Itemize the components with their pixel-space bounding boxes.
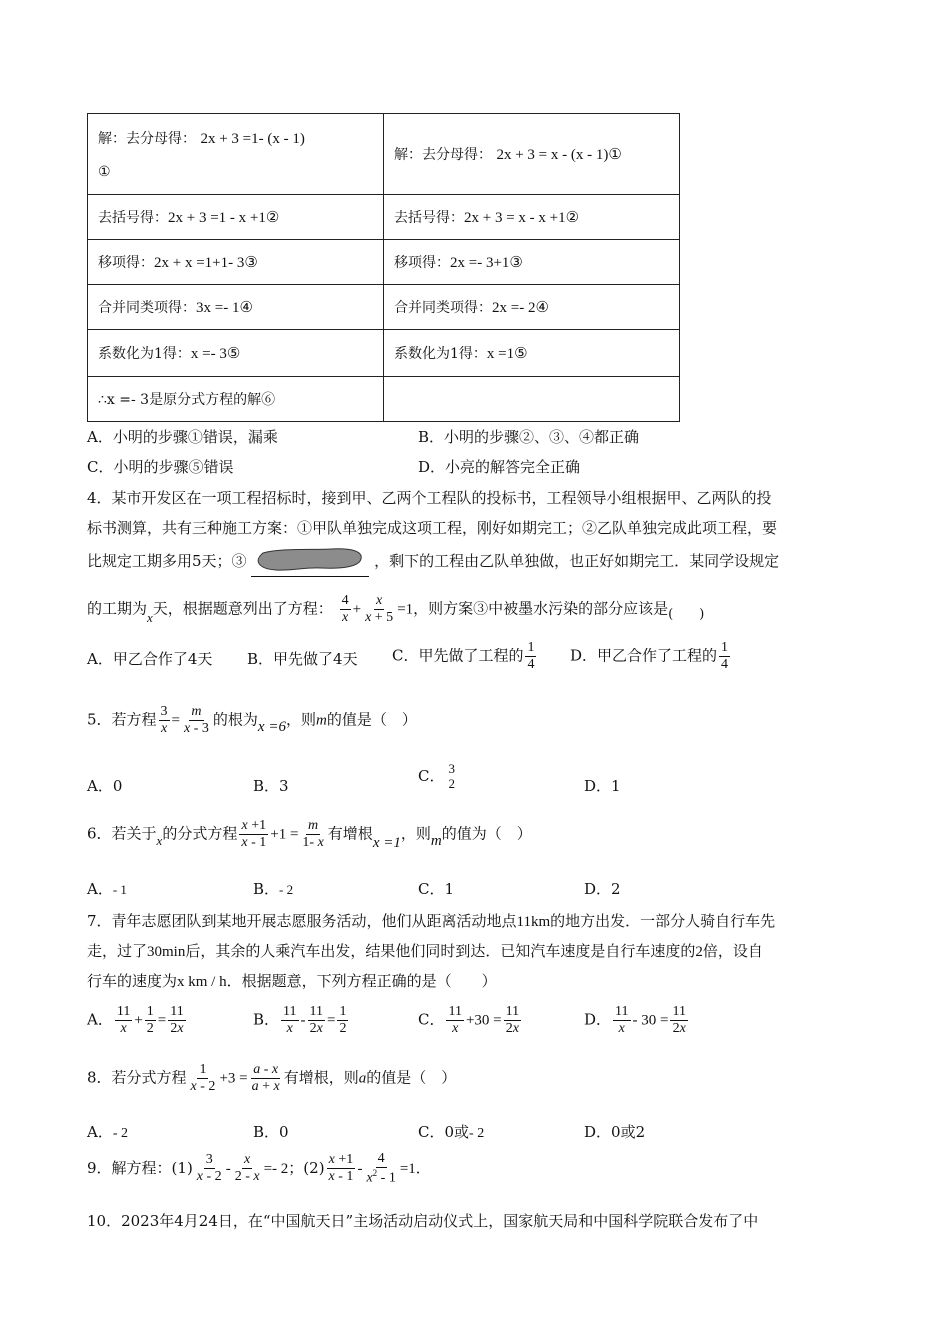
q5-text: 5．若方程 <box>87 710 157 729</box>
option-text: A． <box>87 880 113 898</box>
var-m: m <box>430 832 442 849</box>
option-text: A． <box>87 1010 113 1029</box>
step-math: 2x + 3 = x - (x - 1)① <box>496 147 622 163</box>
fraction-3-over-x: $\frac{3}{x}$ <box>160 704 168 737</box>
q7-line-1 <box>87 910 775 931</box>
fraction-1-over-2: $\frac{1}{2}$ <box>339 1004 347 1037</box>
step-label: 系数化为1得： <box>394 346 487 362</box>
q9-text: 9．解方程：(1) <box>87 1158 193 1177</box>
q6-stem: 6．若关于x的分式方程 $\frac{x +1}{x - 1}$ +1 = $\frac{m}{1- x}$ 有增根x =1，则m的值为（ ） <box>87 818 532 851</box>
option-text: C．0或 <box>418 1123 470 1141</box>
q7-text: ．根据题意，下列方程正确的是（ ） <box>226 972 497 990</box>
fraction-11-over-x: $\frac{11}{x}$ <box>448 1004 462 1037</box>
q5-stem: 5．若方程 $\frac{3}{x}$ = $\frac{m}{x - 3}$ 的根为x =6，则m的值是（ ） <box>87 704 417 737</box>
var-m: m <box>315 712 327 729</box>
q7-option-d[interactable]: D． $\frac{11}{x}$ - 30 = $\frac{11}{2x}$ <box>584 1004 686 1037</box>
option-text: B． <box>253 880 280 898</box>
root-equation: x =1 <box>372 834 401 851</box>
table-row <box>88 285 680 330</box>
fraction-11-over-2x: $\frac{11}{2x}$ <box>309 1004 323 1037</box>
step-math: 2x =- 2④ <box>492 300 549 316</box>
root-equation: x =6 <box>257 718 286 735</box>
option-text: B． <box>253 1010 280 1029</box>
table-row <box>88 195 680 240</box>
q7-option-b[interactable]: B． $\frac{11}{x}$ - $\frac{11}{2x}$ = $\frac{1}{2}$ <box>253 1004 347 1037</box>
option-text: C． <box>418 766 445 785</box>
fraction-11-over-x: $\frac{11}{x}$ <box>615 1004 629 1037</box>
table-cell <box>88 114 384 195</box>
table-cell <box>88 195 384 240</box>
table-cell <box>384 285 680 330</box>
var-x: x <box>147 609 153 625</box>
option-text: C．甲先做了工程的 <box>392 646 524 665</box>
q7-text: 走，过了 <box>87 942 148 960</box>
q7-text: 倍，设自 <box>702 942 763 960</box>
var-x: x <box>156 832 163 848</box>
q3-option-d[interactable]: D．小亮的解答完全正确 <box>418 458 581 476</box>
q6-text: 的分式方程 <box>162 824 238 843</box>
step-label: 系数化为1得： <box>98 346 191 362</box>
q9-text: ；(2) <box>288 1158 325 1177</box>
q4-option-d[interactable] <box>570 640 732 673</box>
q7-option-c[interactable]: C． $\frac{11}{x}$ +30 = $\frac{11}{2x}$ <box>418 1004 520 1037</box>
q8-option-b[interactable]: B．0 <box>253 1123 289 1141</box>
solution-comparison-table <box>87 113 680 422</box>
q5-text: ，则 <box>285 710 316 729</box>
fraction-11-over-x: $\frac{11}{x}$ <box>116 1004 131 1037</box>
step-label: 合并同类项得： <box>98 300 196 316</box>
table-cell <box>88 240 384 285</box>
q7-text: 行车的速度为 <box>87 972 178 990</box>
step-math: 3x =- 1④ <box>196 300 253 316</box>
table-cell <box>88 285 384 330</box>
fraction-1-over-2: $\frac{1}{2}$ <box>146 1004 154 1037</box>
q5-option-d[interactable]: D．1 <box>584 777 621 795</box>
q6-text: 的值为（ ） <box>441 824 532 843</box>
q4-line-3-start: 比规定工期多用5天；③ <box>87 552 247 570</box>
q8-text: 8．若分式方程 <box>87 1068 187 1087</box>
fraction-3-over-2: 3 2 <box>448 761 455 791</box>
step-math: 2x + 3 =1- (x - 1) <box>200 131 305 147</box>
fraction-x-plus-1-over-x-minus-1: $\frac{x +1}{x - 1}$ <box>241 818 267 851</box>
q3-option-b[interactable]: B．小明的步骤②、③、④都正确 <box>418 428 640 446</box>
fraction-a-minus-x-over-a-plus-x: $\frac{a - x}{a + x}$ <box>251 1062 280 1095</box>
step-math: 2x + 3 = x - x +1② <box>464 210 580 226</box>
q4-text: ，则方案③中被墨水污染的部分应该是 <box>413 599 669 618</box>
fraction-x-plus-1-over-x-minus-1: $\frac{x +1}{x - 1}$ <box>328 1152 354 1185</box>
ink-blot-icon <box>251 547 369 577</box>
table-row <box>88 377 680 422</box>
q4-option-a[interactable]: A．甲乙合作了4天 <box>87 650 213 668</box>
q8-option-d[interactable]: D．0或2 <box>584 1123 646 1141</box>
q8-stem: 8．若分式方程 $\frac{1}{x - 2}$ +3 = $\frac{a - x}{a + x}$ 有增根，则a的值是（ ） <box>87 1062 457 1095</box>
q5-text: 的值是（ ） <box>326 710 417 729</box>
table-cell <box>88 377 384 422</box>
option-value: - 2 <box>279 882 294 897</box>
option-text: D． <box>584 1010 612 1029</box>
fraction-11-over-2x: $\frac{11}{2x}$ <box>672 1004 686 1037</box>
fraction-m-over-x-minus-3: $\frac{m}{x - 3}$ <box>184 704 209 737</box>
q3-option-a[interactable]: A．小明的步骤①错误，漏乘 <box>87 428 278 446</box>
fraction-4-over-x2-minus-1: $\frac{4}{x^2 - 1}$ <box>366 1151 396 1186</box>
q5-option-b[interactable]: B．3 <box>253 777 289 795</box>
option-value: - 1 <box>112 882 127 897</box>
time-value: 30min <box>147 944 186 960</box>
var-a: a <box>358 1070 367 1087</box>
multiplier-value: 2 <box>695 944 703 960</box>
q4-line-3 <box>87 547 779 577</box>
table-cell <box>384 240 680 285</box>
speed-unit: x km / h <box>177 974 227 990</box>
fraction-11-over-x: $\frac{11}{x}$ <box>283 1004 297 1037</box>
q4-line-4: 的工期为x天，根据题意列出了方程： $\frac{4}{x}$ + $\frac{x}{x + 5}$ =1，则方案③中被墨水污染的部分应该是( ) <box>87 593 705 626</box>
step-math: 2x + 3 =1 - x +1② <box>168 210 280 226</box>
answer-blank[interactable]: ( ) <box>668 606 705 622</box>
q7-text: 7．青年志愿团队到某地开展志愿服务活动，他们从距离活动地点 <box>87 912 517 930</box>
q7-line-2 <box>87 940 763 961</box>
q6-text: ，则 <box>400 824 431 843</box>
fraction-4-over-x: $\frac{4}{x}$ <box>341 593 349 626</box>
q10-line-1: 10．2023年4月24日，在“中国航天日”主场活动启动仪式上，国家航天局和中国科学院联合发布了中 <box>87 1212 759 1230</box>
q6-text: 6．若关于 <box>87 824 157 843</box>
step-label: 去括号得： <box>98 210 168 226</box>
step-marker: ① <box>98 164 111 180</box>
step-label: 去括号得： <box>394 210 464 226</box>
table-row <box>88 330 680 377</box>
step-label: 解：去分母得： <box>394 147 492 163</box>
distance-value: 11km <box>516 914 551 930</box>
table-cell <box>384 377 680 422</box>
q7-text: 的地方出发．一部分人骑自行车先 <box>550 912 776 930</box>
q4-text: 的工期为 <box>87 599 148 618</box>
option-value: - 2 <box>112 1126 129 1141</box>
fraction-11-over-2x: $\frac{11}{2x}$ <box>170 1004 184 1037</box>
step-label: 解：去分母得： <box>98 131 196 147</box>
option-value: - 2 <box>469 1126 485 1141</box>
q4-line-3-end: ，剩下的工程由乙队单独做，也正好如期完工．某同学设规定 <box>374 552 780 570</box>
q7-line-3 <box>87 970 497 991</box>
option-text: D．甲乙合作了工程的 <box>570 646 718 665</box>
q5-option-c[interactable] <box>418 762 459 792</box>
table-cell <box>384 114 680 195</box>
table-row <box>88 114 680 195</box>
q4-line-1: 4．某市开发区在一项工程招标时，接到甲、乙两个工程队的投标书，工程领导小组根据甲、乙两队的投 <box>87 489 772 507</box>
step-math: 2x =- 3+1③ <box>450 255 523 271</box>
step-label: 移项得： <box>98 255 154 271</box>
table-cell <box>384 195 680 240</box>
q4-option-b[interactable]: B．甲先做了4天 <box>247 650 358 668</box>
q8-text: 的值是（ ） <box>366 1068 457 1087</box>
q5-option-a[interactable]: A．0 <box>87 777 123 795</box>
q4-line-2: 标书测算，共有三种施工方案：①甲队单独完成这项工程，刚好如期完工；②乙队单独完成此项工程，要 <box>87 519 778 537</box>
table-cell <box>88 330 384 377</box>
ink-stain-image <box>251 547 369 577</box>
fraction-1-over-x-minus-2: $\frac{1}{x - 2}$ <box>190 1062 216 1095</box>
q8-option-a[interactable] <box>87 1121 128 1142</box>
table-cell <box>384 330 680 377</box>
fraction-11-over-2x: $\frac{11}{2x}$ <box>505 1004 520 1037</box>
q6-option-b[interactable] <box>253 878 293 899</box>
q6-option-c[interactable]: C．1 <box>418 880 455 898</box>
step-math: x =1⑤ <box>486 346 528 362</box>
q3-option-c[interactable]: C．小明的步骤⑤错误 <box>87 458 234 476</box>
option-text: C． <box>418 1010 445 1029</box>
step-label: 移项得： <box>394 255 450 271</box>
table-row <box>88 240 680 285</box>
fraction-one-quarter: $\frac{1}{4}$ <box>527 640 535 673</box>
fraction-x-over-x-plus-5: $\frac{x}{x + 5}$ <box>365 593 394 626</box>
q7-option-a[interactable]: A． $\frac{11}{x}$ + $\frac{1}{2}$ = $\frac{11}{2x}$ <box>87 1004 184 1037</box>
q8-option-c[interactable] <box>418 1121 484 1142</box>
q6-option-d[interactable]: D．2 <box>584 880 621 898</box>
fraction-x-over-2-minus-x: $\frac{x}{2 - x}$ <box>234 1152 260 1185</box>
fraction-m-over-1-minus-x: $\frac{m}{1- x}$ <box>302 818 324 851</box>
q7-text: 后，其余的人乘汽车出发，结果他们同时到达．已知汽车速度是自行车速度的 <box>185 942 696 960</box>
fraction-3-over-x-minus-2: $\frac{3}{x - 2}$ <box>196 1152 222 1185</box>
q6-text: 有增根 <box>327 824 373 843</box>
q5-text: 的根为 <box>212 710 258 729</box>
step-label: ∴x =- 3是原分式方程的解⑥ <box>98 392 276 408</box>
q9-stem: 9．解方程：(1) $\frac{3}{x - 2}$ - $\frac{x}{2 - x}$ =- 2；(2) $\frac{x +1}{x - 1}$ - $\frac{4}{x^2 - 1}$ =1． <box>87 1151 431 1186</box>
option-text: A． <box>87 1123 113 1141</box>
step-math: 2x + x =1+1- 3③ <box>154 255 258 271</box>
step-label: 合并同类项得： <box>394 300 492 316</box>
q6-option-a[interactable] <box>87 878 127 899</box>
q4-text: 天，根据题意列出了方程： <box>152 599 333 618</box>
q8-text: 有增根，则 <box>283 1068 359 1087</box>
fraction-one-quarter: $\frac{1}{4}$ <box>721 640 729 673</box>
q9-text: ． <box>415 1158 431 1177</box>
q4-option-c[interactable] <box>392 640 538 673</box>
step-math: x =- 3⑤ <box>190 346 241 362</box>
